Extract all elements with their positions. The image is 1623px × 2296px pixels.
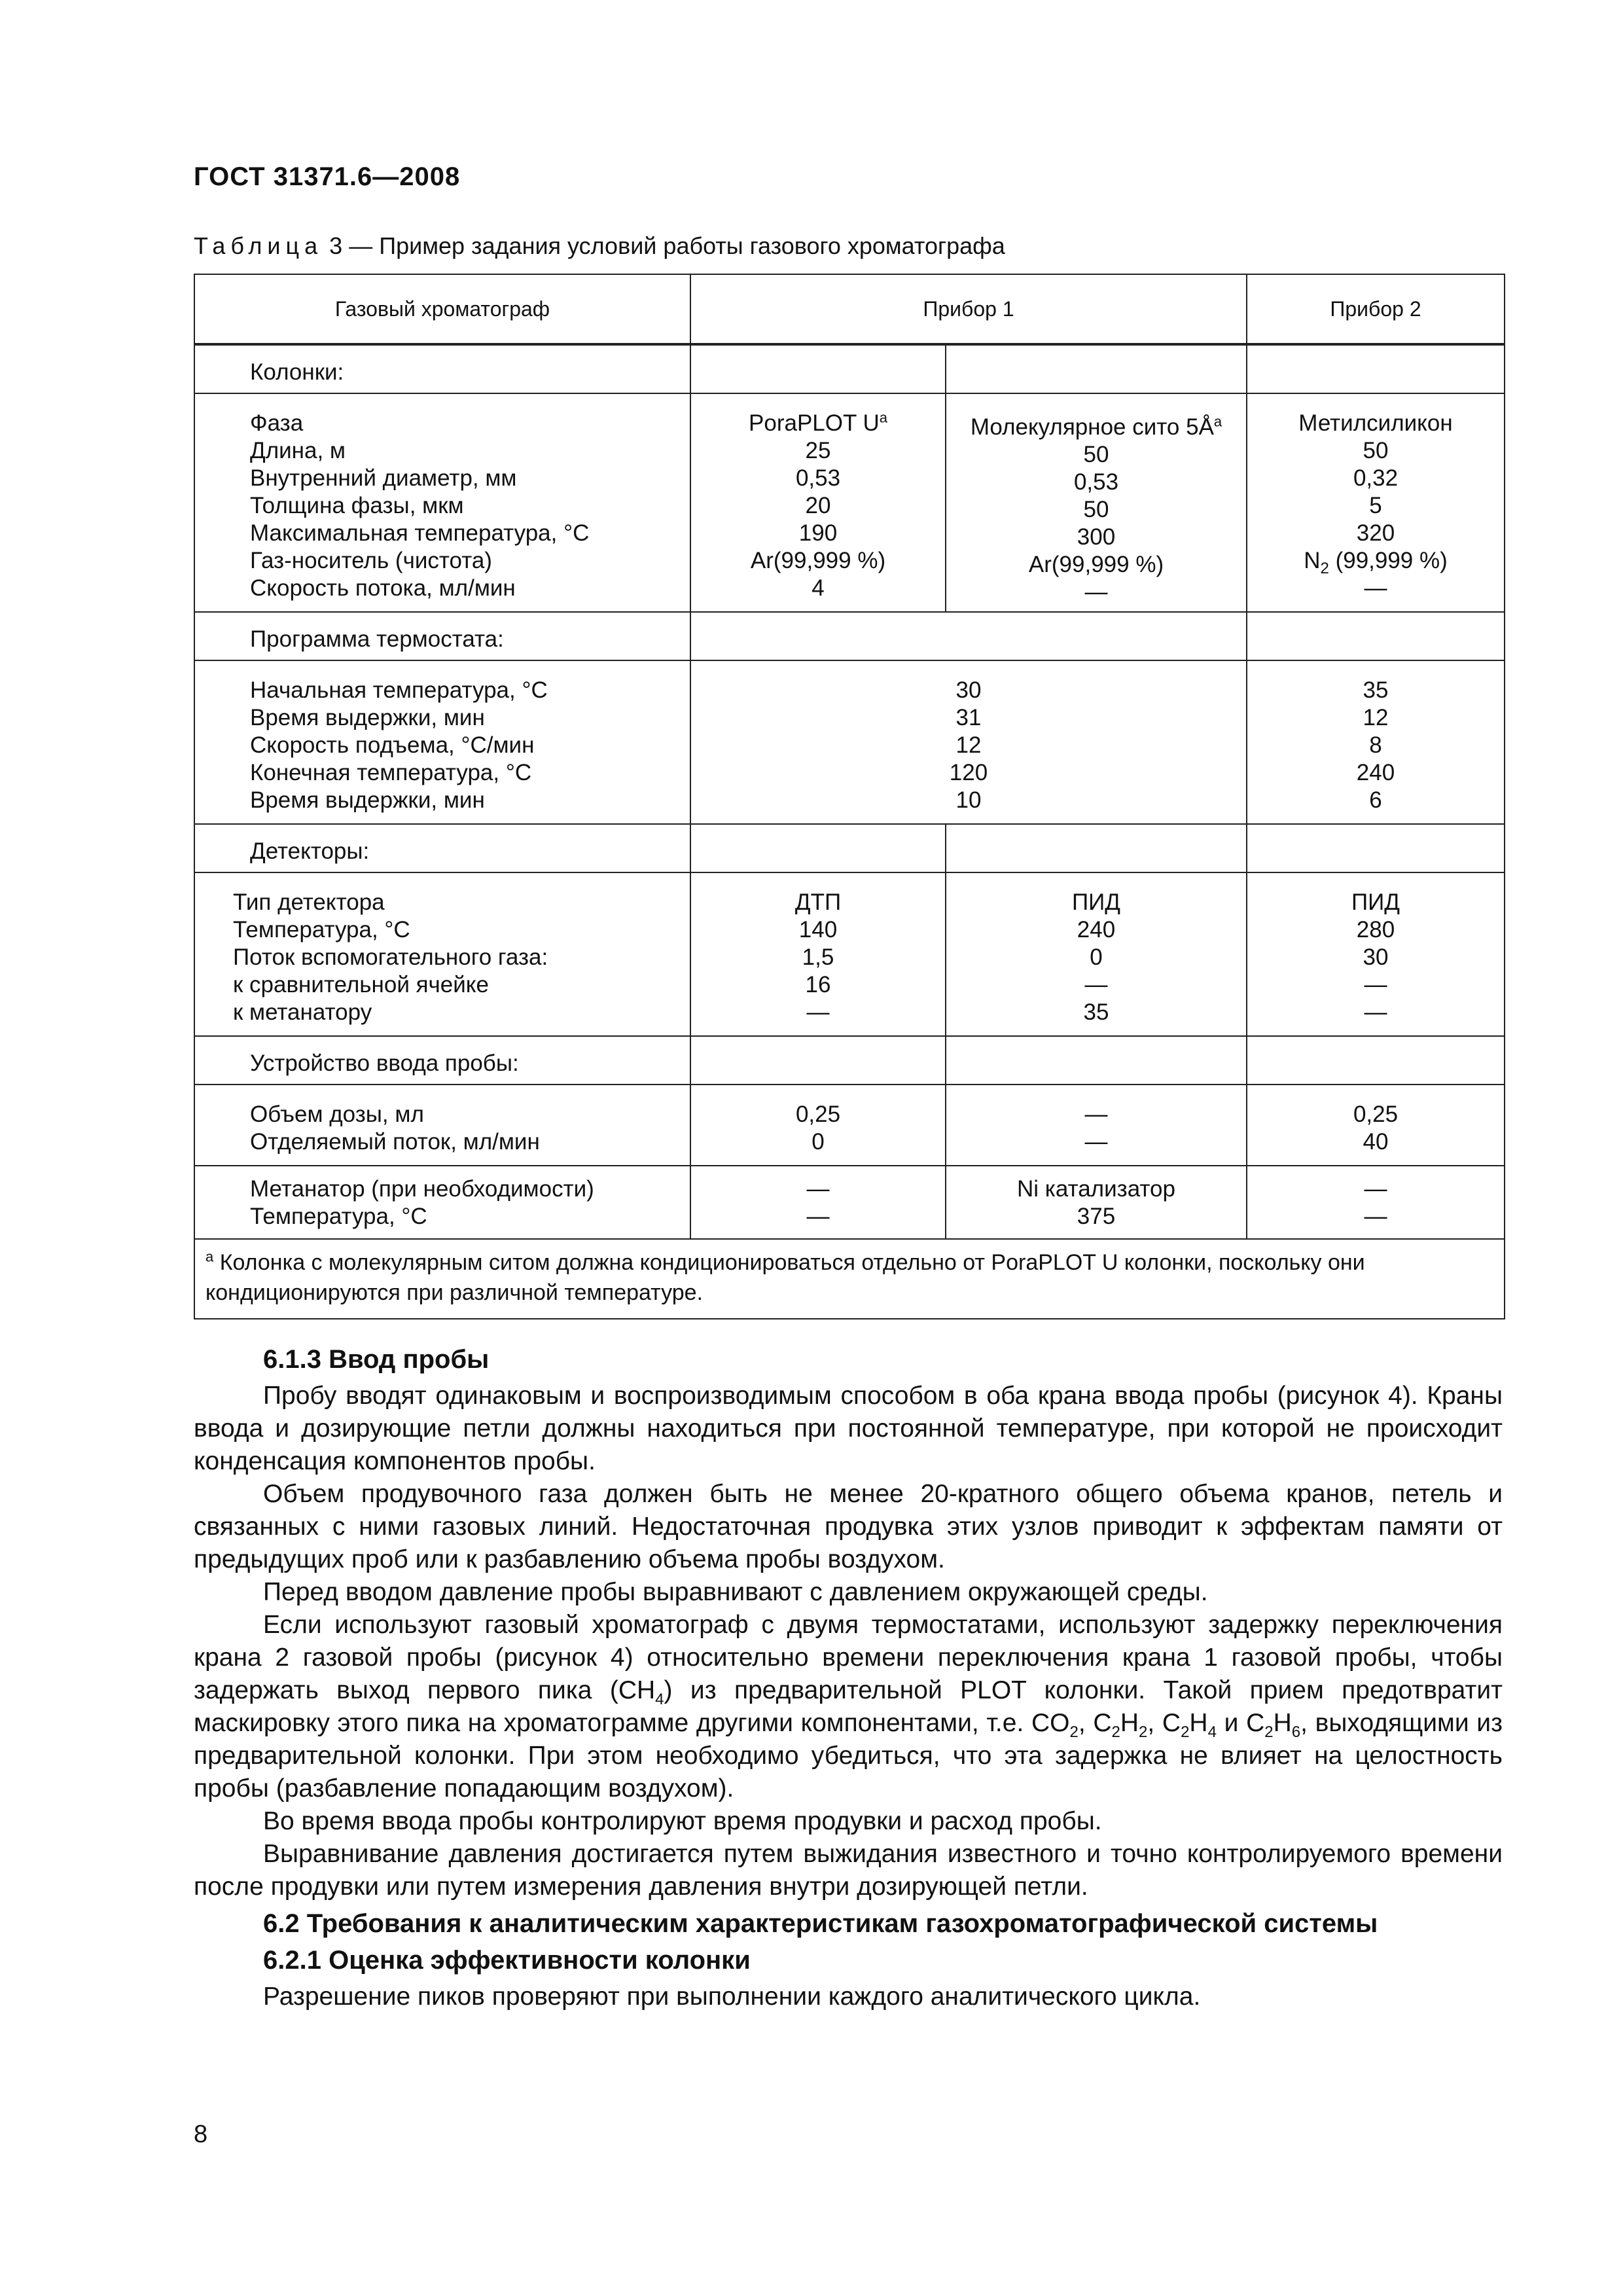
header-chromatograph: Газовый хроматограф (194, 274, 690, 344)
thermostat-labels: Начальная температура, °C Время выдержки, мин Скорость подъема, °C/мин Конечная температура, °C Время выдержки, мин (194, 660, 690, 824)
table-row (194, 1166, 1505, 1239)
table-caption-word: Таблица (194, 232, 323, 259)
thermostat-instrument-2: 35 12 8 240 6 (1247, 660, 1505, 824)
columns-instrument-2: Метилсиликон 50 0,32 5 320 $N_2$ (99,999 %) — (1247, 393, 1505, 612)
footnote-text: Колонка с молекулярным ситом должна кондиционироваться отдельно от PoraPLOT U колонки, поскольку они кондиционируются при различной температуре. (205, 1250, 1365, 1305)
paragraph: Если используют газовый хроматограф с двумя термостатами, используют задержку переключения крана 2 газовой пробы (рисунок 4) относительно времени переключения крана 1 газовой пробы, чтобы задержать выход первого пика $(CH_4)$ из предварительной PLOT колонки. Такой прием предотвратит маскировку этого пика на хроматограмме другими компонентами, т.е. $CO_2$, $C_2H_2$, $C_2H_4$ и $C_2H_6$, выходящими из предварительной колонки. При этом необходимо убедиться, что эта задержка не влияет на целостность пробы (разбавление попадающим воздухом). (194, 1611, 1503, 1803)
paragraph: Объем продувочного газа должен быть не менее 20-кратного общего объема кранов, петель и связанных с ними газовых линий. Недостаточная продувка этих узлов приводит к эффектам памяти от предыдущих проб или к разбавлению объема пробы воздухом. (194, 1480, 1503, 1573)
table-row (194, 612, 1505, 660)
detectors-instrument-2: ПИД 280 30 — — (1247, 872, 1505, 1036)
methanator-instrument-1b: Ni катализатор 375 (946, 1166, 1247, 1239)
detectors-instrument-1a: ДТП 140 1,5 16 — (690, 872, 946, 1036)
methanator-instrument-1a: — — (690, 1166, 946, 1239)
injector-instrument-1a: 0,25 0 (690, 1085, 946, 1166)
paragraph: Разрешение пиков проверяют при выполнении каждого аналитического цикла. (263, 1982, 1201, 2011)
table-caption-text: — Пример задания условий работы газового хроматографа (342, 232, 1005, 259)
methanator-labels: Метанатор (при необходимости) Температура, °C (194, 1166, 690, 1239)
injector-instrument-1b: — — (946, 1085, 1247, 1166)
table-row (194, 660, 1505, 824)
injector-labels: Объем дозы, мл Отделяемый поток, мл/мин (194, 1085, 690, 1166)
table-caption (194, 232, 1005, 260)
detectors-instrument-1b: ПИД 240 0 — 35 (946, 872, 1247, 1036)
paragraph: Пробу вводят одинаковым и воспроизводимым способом в оба крана ввода пробы (рисунок 4). Краны ввода и дозирующие петли должны находиться при постоянной температуре, при которой не происходит конденсация компонентов пробы. (194, 1382, 1503, 1475)
heading-6-1-3: 6.1.3 Ввод пробы (263, 1345, 490, 1374)
table-row (194, 1036, 1505, 1085)
table-row (194, 872, 1505, 1036)
paragraph: Перед вводом давление пробы выравнивают с давлением окружающей среды. (263, 1578, 1208, 1606)
footnote-mark: a (205, 1248, 214, 1265)
paragraph: Выравнивание давления достигается путем выжидания известного и точно контролируемого времени после продувки или путем измерения давления внутри дозирующей петли. (194, 1840, 1503, 1901)
detectors-labels: Тип детектора Температура, °C Поток вспомогательного газа: к сравнительной ячейке к метанатору (194, 872, 690, 1036)
thermostat-instrument-1: 30 31 12 120 10 (690, 660, 1247, 824)
columns-instrument-1-molsieve: Молекулярное сито $5Å^a$ 50 0,53 50 300 Ar(99,999 %) — (946, 393, 1247, 612)
table-row (194, 393, 1505, 612)
conditions-table (194, 274, 1505, 1319)
header-instrument-2: Прибор 2 (1247, 274, 1505, 344)
columns-instrument-1-porapolot: PoraPLOT $U^a$ 25 0,53 20 190 Ar(99,999 %) 4 (690, 393, 946, 612)
heading-6-2: 6.2 Требования к аналитическим характеристикам газохроматографической системы (263, 1909, 1378, 1938)
header-instrument-1: Прибор 1 (690, 274, 1247, 344)
table-row (194, 1239, 1505, 1319)
paragraph: Во время ввода пробы контролируют время продувки и расход пробы. (263, 1807, 1102, 1835)
table-footnote (194, 1239, 1505, 1319)
table-row (194, 1085, 1505, 1166)
group-title-thermostat: Программа термостата: (194, 612, 690, 660)
methanator-instrument-2: — — (1247, 1166, 1505, 1239)
group-title-detectors: Детекторы: (194, 824, 690, 872)
injector-instrument-2: 0,25 40 (1247, 1085, 1505, 1166)
table-header-row (194, 274, 1505, 344)
page-number: 8 (194, 2121, 208, 2148)
group-title-columns: Колонки: (194, 344, 690, 393)
table-caption-number: 3 (329, 232, 343, 259)
table-row (194, 824, 1505, 872)
body-text (194, 1343, 1503, 2013)
columns-labels: Фаза Длина, м Внутренний диаметр, мм Толщина фазы, мкм Максимальная температура, °C Газ-носитель (чистота) Скорость потока, мл/мин (194, 393, 690, 612)
page-header: ГОСТ 31371.6—2008 (194, 162, 461, 191)
group-title-injector: Устройство ввода пробы: (194, 1036, 690, 1085)
heading-6-2-1: 6.2.1 Оценка эффективности колонки (263, 1946, 751, 1975)
table-row (194, 344, 1505, 393)
